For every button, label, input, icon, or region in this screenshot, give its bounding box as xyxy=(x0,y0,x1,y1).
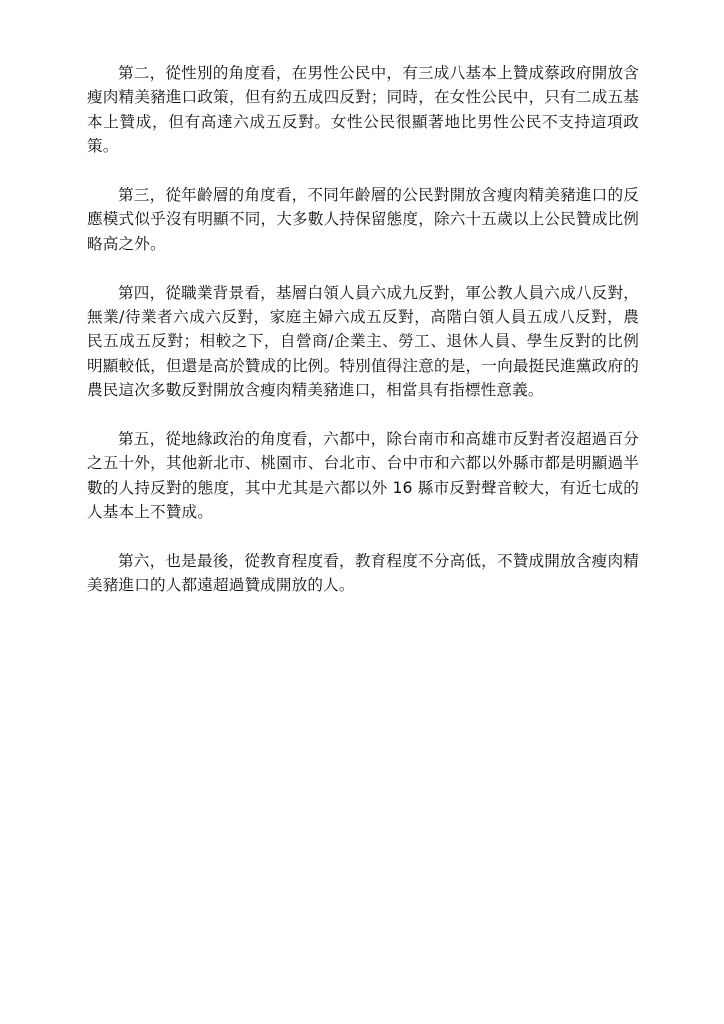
paragraph-geopolitics: 第五，從地緣政治的角度看，六都中，除台南市和高雄市反對者沒超過百分之五十外，其他新北市、桃園市、台北市、台中市和六都以外縣市都是明顯過半數的人持反對的態度，其中尤其是六都以外 16 縣市反對聲音較大，有近七成的人基本上不贊成。 xyxy=(87,430,639,522)
paragraph-gender: 第二，從性別的角度看，在男性公民中，有三成八基本上贊成蔡政府開放含瘦肉精美豬進口政策，但有約五成四反對；同時，在女性公民中，只有二成五基本上贊成，但有高達六成五反對。女性公民很顯著地比男性公民不支持這項政策。 xyxy=(87,64,639,156)
paragraph-education: 第六，也是最後，從教育程度看，教育程度不分高低，不贊成開放含瘦肉精美豬進口的人都遠超過贊成開放的人。 xyxy=(87,552,639,595)
paragraph-age: 第三，從年齡層的角度看，不同年齡層的公民對開放含瘦肉精美豬進口的反應模式似乎沒有明顯不同，大多數人持保留態度，除六十五歲以上公民贊成比例略高之外。 xyxy=(87,186,639,253)
paragraph-occupation: 第四，從職業背景看，基層白領人員六成九反對，軍公教人員六成八反對，無業/待業者六成六反對，家庭主婦六成五反對，高階白領人員五成八反對，農民五成五反對；相較之下，自營商/企業主、勞工、退休人員、學生反對的比例明顯較低，但還是高於贊成的比例。特別值得注意的是，一向最挺民進黨政府的農民這次多數反對開放含瘦肉精美豬進口，相當具有指標性意義。 xyxy=(87,283,639,400)
document-body xyxy=(87,61,639,622)
